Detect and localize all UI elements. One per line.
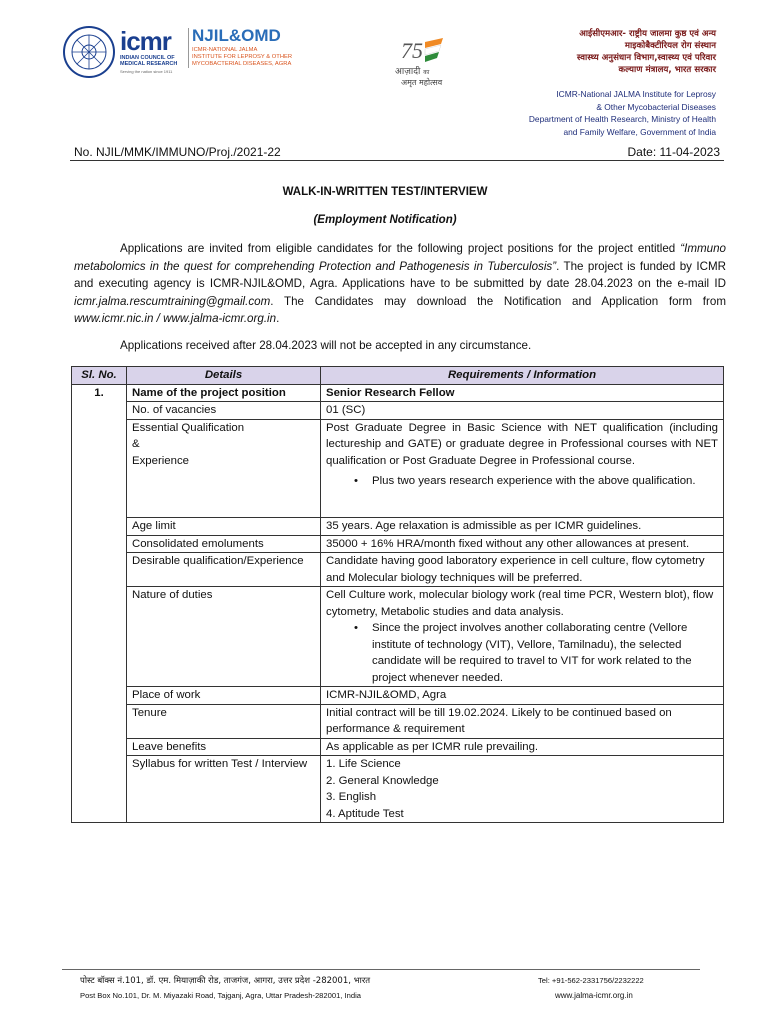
english-line: Department of Health Research, Ministry of Health [528,114,716,124]
table-row [72,535,724,553]
page-subtitle: (Employment Notification) [313,214,457,226]
azadi-ka-amrit-mahotsav-logo [395,36,457,90]
websites-link[interactable]: www.icmr.nic.in / www.jalma-icmr.org.in [74,312,277,325]
age-label: Age limit [127,518,321,536]
table-row [72,384,724,402]
table-row [72,553,724,587]
njil-subtitle [192,47,302,67]
emoluments-value: 35000 + 16% HRA/month fixed without any other allowances at present. [321,535,724,553]
hindi-line: माइकोबैक्टीरियल रोग संस्थान [624,41,716,51]
table-row [72,419,724,518]
qualification-label-line: Experience [132,454,189,467]
place-value: ICMR-NJIL&OMD, Agra [321,687,724,705]
table-row [72,587,724,687]
reference-number: No. NJIL/MMK/IMMUNO/Proj./2021-22 [74,145,281,159]
para-text: Applications are invited from eligible candidates for the following project positions for the project entitled [120,242,681,255]
hindi-institute-name [577,28,716,76]
azadi-word: आज़ादी [395,67,421,77]
logo-divider [188,28,189,68]
amrit-mahotsav-text: अमृत महोत्सव [401,78,443,87]
intro-paragraph [74,240,726,328]
leave-value: As applicable as per ICMR rule prevailing. [321,738,724,756]
icmr-subtitle: INDIAN COUNCIL OF MEDICAL RESEARCH [120,55,178,67]
qualification-label [127,419,321,518]
leave-label: Leave benefits [127,738,321,756]
qualification-label-line: Essential Qualification [132,421,245,434]
positions-table [71,366,724,823]
para-text: . [276,312,280,325]
place-label: Place of work [127,687,321,705]
desirable-label: Desirable qualification/Experience [127,553,321,587]
table-row [72,756,724,823]
contact-email-link[interactable]: icmr.jalma.rescumtraining@gmail.com [74,294,271,308]
icmr-wordmark: icmr [120,26,171,56]
footer-rule [62,969,700,970]
notification-date: Date: 11-04-2023 [627,145,720,159]
col-header-details: Details [127,367,321,385]
qualification-value [321,419,724,518]
duties-value [321,587,724,687]
ka-word: का [423,69,430,76]
icmr-tagline: Serving the nation since 1911 [120,69,173,74]
qualification-text: Post Graduate Degree in Basic Science with NET qualification (including lectureship and GATE) or graduate degree in Professional courses with NET qualification or Post Graduate Degree in Professional course. [326,421,718,467]
table-header-row [72,367,724,385]
table-row [72,687,724,705]
njil-sub-line: ICMR-NATIONAL JALMA [192,47,258,53]
col-header-requirements: Requirements / Information [321,367,724,385]
header-rule [70,160,724,161]
english-institute-name [529,88,716,138]
syllabus-item: 2. General Knowledge [326,774,439,787]
tenure-value: Initial contract will be till 19.02.2024. Likely to be continued based on performance & requirement [321,704,724,738]
icmr-logo [120,26,186,76]
qualification-bullet: • Plus two years research experience with the above qualification. [372,469,718,493]
footer-address-english: Post Box No.101, Dr. M. Miyazaki Road, Tajganj, Agra, Uttar Pradesh-282001, India [80,991,361,1000]
desirable-value: Candidate having good laboratory experience in cell culture, flow cytometry and Molecular biology techniques will be preferred. [321,553,724,587]
emoluments-label: Consolidated emoluments [127,535,321,553]
position-label: Name of the project position [127,384,321,402]
njil-sub-line: MYCOBACTERIAL DISEASES, AGRA [192,60,292,67]
njil-title: NJIL&OMD [192,26,281,45]
hindi-line: आईसीएमआर- राष्ट्रीय जालमा कुष्ठ एवं अन्य [579,29,716,39]
syllabus-label: Syllabus for written Test / Interview [127,756,321,823]
duties-bullet: • Since the project involves another collaborating centre (Vellore institute of technology (VIT), Vellore, Tamilnadu), the selected candidate will be required to travel to VIT for work related to the project whenever needed. [372,620,718,686]
para-text: . The project is funded by ICMR and executing agency is ICMR-NJIL&OMD, Agra. Applications have to be submitted by date 28.04.2023 on the e-mail ID [74,259,726,290]
syllabus-item: 1. Life Science [326,758,401,770]
qualification-label-line: & [132,438,140,450]
footer-address-hindi: पोस्ट बॉक्स नं.101, डॉ. एम. मियाज़ाकी रोड, ताजगंज, आगरा, उत्तर प्रदेश -282001, भारत [80,976,371,986]
footer-website-link[interactable]: www.jalma-icmr.org.in [555,991,633,1000]
duties-text: Cell Culture work, molecular biology work (real time PCR, Western blot), flow cytometry, Metabolic studies and data analysis. [326,589,714,618]
svg-text:75: 75 [401,38,423,63]
seventy-five-icon [399,36,445,64]
table-row [72,738,724,756]
syllabus-item: 3. English [326,791,377,803]
serial-number: 1. [72,384,127,823]
duties-label: Nature of duties [127,587,321,687]
table-row [72,518,724,536]
project-title: “Immuno metabolomics in the quest for comprehending Protection and Pathogenesis in Tuberculosis” [74,242,726,273]
english-line: and Family Welfare, Government of India [563,126,716,137]
table-row [72,402,724,420]
vacancies-label: No. of vacancies [127,402,321,420]
english-line: & Other Mycobacterial Diseases [596,101,716,112]
table-row [72,704,724,738]
hindi-line: कल्याण मंत्रालय, भारत सरकार [618,65,716,75]
njil-sub-line: INSTITUTE FOR LEPROSY & OTHER [192,53,293,60]
age-value: 35 years. Age relaxation is admissible as per ICMR guidelines. [321,518,724,536]
col-header-sl: Sl. No. [72,367,127,385]
tenure-label: Tenure [127,704,321,738]
syllabus-value [321,756,724,823]
para-text: . The Candidates may download the Notification and Application form from [270,294,726,308]
syllabus-item: 4. Aptitude Test [326,807,404,820]
position-value: Senior Research Fellow [321,384,724,402]
footer-telephone: Tel: +91-562-2331756/2232222 [538,976,644,985]
vacancies-value: 01 (SC) [321,402,724,420]
hindi-line: स्वास्थ्य अनुसंधान विभाग,स्वास्थ्य एवं परिवार [576,53,716,63]
emblem-seal-icon [62,25,116,79]
english-line: ICMR-National JALMA Institute for Leprosy [556,89,716,99]
page-title: WALK-IN-WRITTEN TEST/INTERVIEW [282,186,488,198]
deadline-note: Applications received after 28.04.2023 will not be accepted in any circumstance. [120,339,532,352]
